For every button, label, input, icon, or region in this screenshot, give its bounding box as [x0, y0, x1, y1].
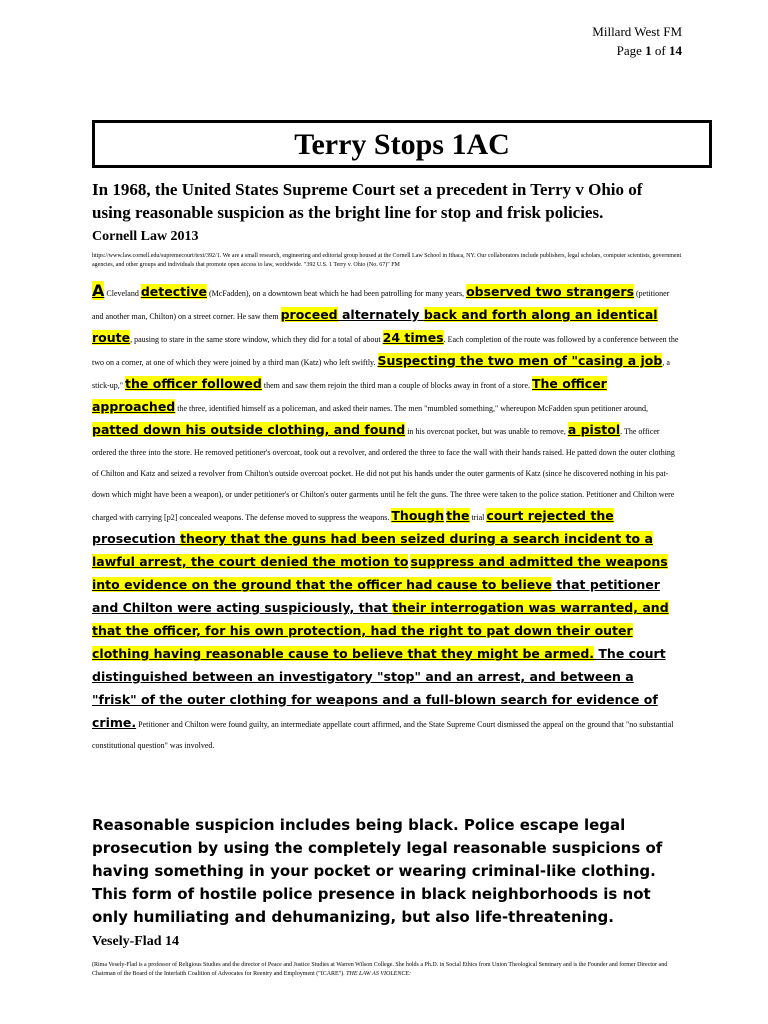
card1-text-segment: prosecution — [92, 531, 181, 546]
card1-tag: In 1968, the United States Supreme Court set a precedent in Terry v Ohio of using reasonable suspicion as the bright line for stop and frisk policies. — [92, 180, 643, 222]
card2-cite: Vesely-Flad 14 — [92, 934, 179, 949]
card1-text-segment: detective — [140, 284, 208, 299]
card1-text-segment: patted down his outside clothing, and found — [92, 422, 406, 437]
page-number: 1 — [645, 43, 652, 58]
card1-text-segment: a pistol — [567, 422, 621, 437]
card1-text-segment: observed two strangers — [466, 284, 635, 299]
card1-text-segment: Petitioner and Chilton were found guilty, an intermediate appellate court affirmed, and the State Supreme Court dismissed the appeal on the ground that "no substantial constitutional question" was involved. — [92, 720, 674, 750]
card1-fullcite: https://www.law.cornell.edu/supremecourt/text/392/1. We are a small research, engineering and editorial group housed at the Cornell Law School in Ithaca, NY. Our collaborators include publishers, legal scholars, computer scientists, government agencies, and other groups and individuals that promote open access to law, worldwide. "392 U.S. 1 Terry v. Ohio (No. 67)" FM — [92, 253, 682, 268]
card1-text-segment: back and forth along an identical route — [92, 307, 658, 345]
page-indicator: Page 1 of 14 — [616, 43, 682, 58]
card1-text-segment: their interrogation was warranted, and that the officer, for his own protection, had the right to pat down their outer clothing having reasonable cause to believe that they might be armed. — [92, 600, 669, 661]
card1-text-segment: alternately — [337, 307, 424, 322]
card1-text-segment: court rejected the — [486, 508, 614, 523]
card1-text-segment: the — [446, 508, 470, 523]
card1-text-segment: , a stick-up," — [92, 358, 670, 390]
card1-text-segment: suppress and admitted the weapons into evidence on the ground that the officer had cause to believe — [92, 554, 668, 592]
card1-text-segment: theory that the guns had been seized during a search incident to a lawful arrest, the court denied the motion to — [92, 531, 653, 569]
card1-cite: Cornell Law 2013 — [92, 229, 199, 244]
card2-fullcite: (Rima Vesely-Flad is a professor of Religious Studies and the director of Peace and Justice Studies at Warren Wilson College. She holds a Ph.D. in Social Ethics from Union Theological Seminary and is the Founder and former Director and Chairman of the Board of the Interfaith Coalition of Advocates for Reentry and Employment ("ICARE"). THE LAW AS VIOLENCE: — [92, 962, 668, 977]
card1-body — [92, 280, 682, 756]
document-title: Terry Stops 1AC — [92, 120, 712, 168]
card1-text-segment: Suspecting the two men of "casing a job — [377, 353, 663, 368]
document-body — [92, 178, 682, 979]
card1-text-segment: the officer followed — [125, 376, 262, 391]
card1-text-segment: The court distinguished between an investigatory "stop" and an arrest, and between a "frisk" of the outer clothing for weapons and a full-blown search for evidence of crime. — [92, 646, 666, 730]
page-header — [592, 22, 682, 60]
card1-text-segment: Though — [391, 508, 445, 523]
card1-text-segment: the three, identified himself as a policeman, and asked their names. The men "mumbled something," whereupon McFadden spun petitioner around, — [175, 404, 648, 413]
author-line: Millard West FM — [592, 24, 682, 39]
card1-text-segment: . The officer ordered the three into the store. He removed petitioner's overcoat, took out a revolver, and ordered the three to face the wall with their hands raised. He patted down the outer clothing of Chilton and Katz and seized a revolver from Chilton's outside overcoat pocket. He did not put his hands under the outer garments of Katz (since he discovered nothing in his pat-down which might have been a weapon), or under petitioner's or Chilton's outer garments until he felt the guns. The three were taken to the police station. Petitioner and Chilton were charged with carrying [p2] concealed weapons. The defense moved to suppress the weapons. — [92, 427, 675, 522]
card1-text-segment: proceed — [280, 307, 338, 322]
card2-tag: Reasonable suspicion includes being black. Police escape legal prosecution by using the completely legal reasonable suspicions of having something in your pocket or wearing criminal-like clothing. This form of hostile police presence in black neighborhoods is not only humiliating and dehumanizing, but also life-threatening. — [92, 816, 663, 926]
page-total: 14 — [669, 43, 682, 58]
card1-text-segment: in his overcoat pocket, but was unable to remove, — [405, 427, 568, 436]
card1-text-segment: The officer approached — [92, 376, 607, 414]
card1-text-segment: A — [92, 281, 105, 300]
card1-text-segment: , pausing to stare in the same store window, which they did for a total of about — [130, 335, 383, 344]
card1-text-segment: . Each completion of the route was followed by a conference between the two on a corner, at one of which they were joined by a third man (Katz) who left swiftly. — [92, 335, 679, 367]
card1-text-segment: 24 times — [382, 330, 444, 345]
card1-text-segment: trial — [469, 513, 487, 522]
card2 — [92, 814, 682, 979]
card1-text-segment: Cleveland — [104, 289, 141, 298]
card1-text-segment: (petitioner and another man, Chilton) on a street corner. He saw them — [92, 289, 670, 321]
card1-text-segment: (McFadden), on a downtown beat which he had been patrolling for many years, — [207, 289, 467, 298]
card1-text-segment: that petitioner and Chilton were acting suspiciously, that — [92, 577, 660, 615]
card1-text-segment: them and saw them rejoin the third man a couple of blocks away in front of a store. — [261, 381, 532, 390]
